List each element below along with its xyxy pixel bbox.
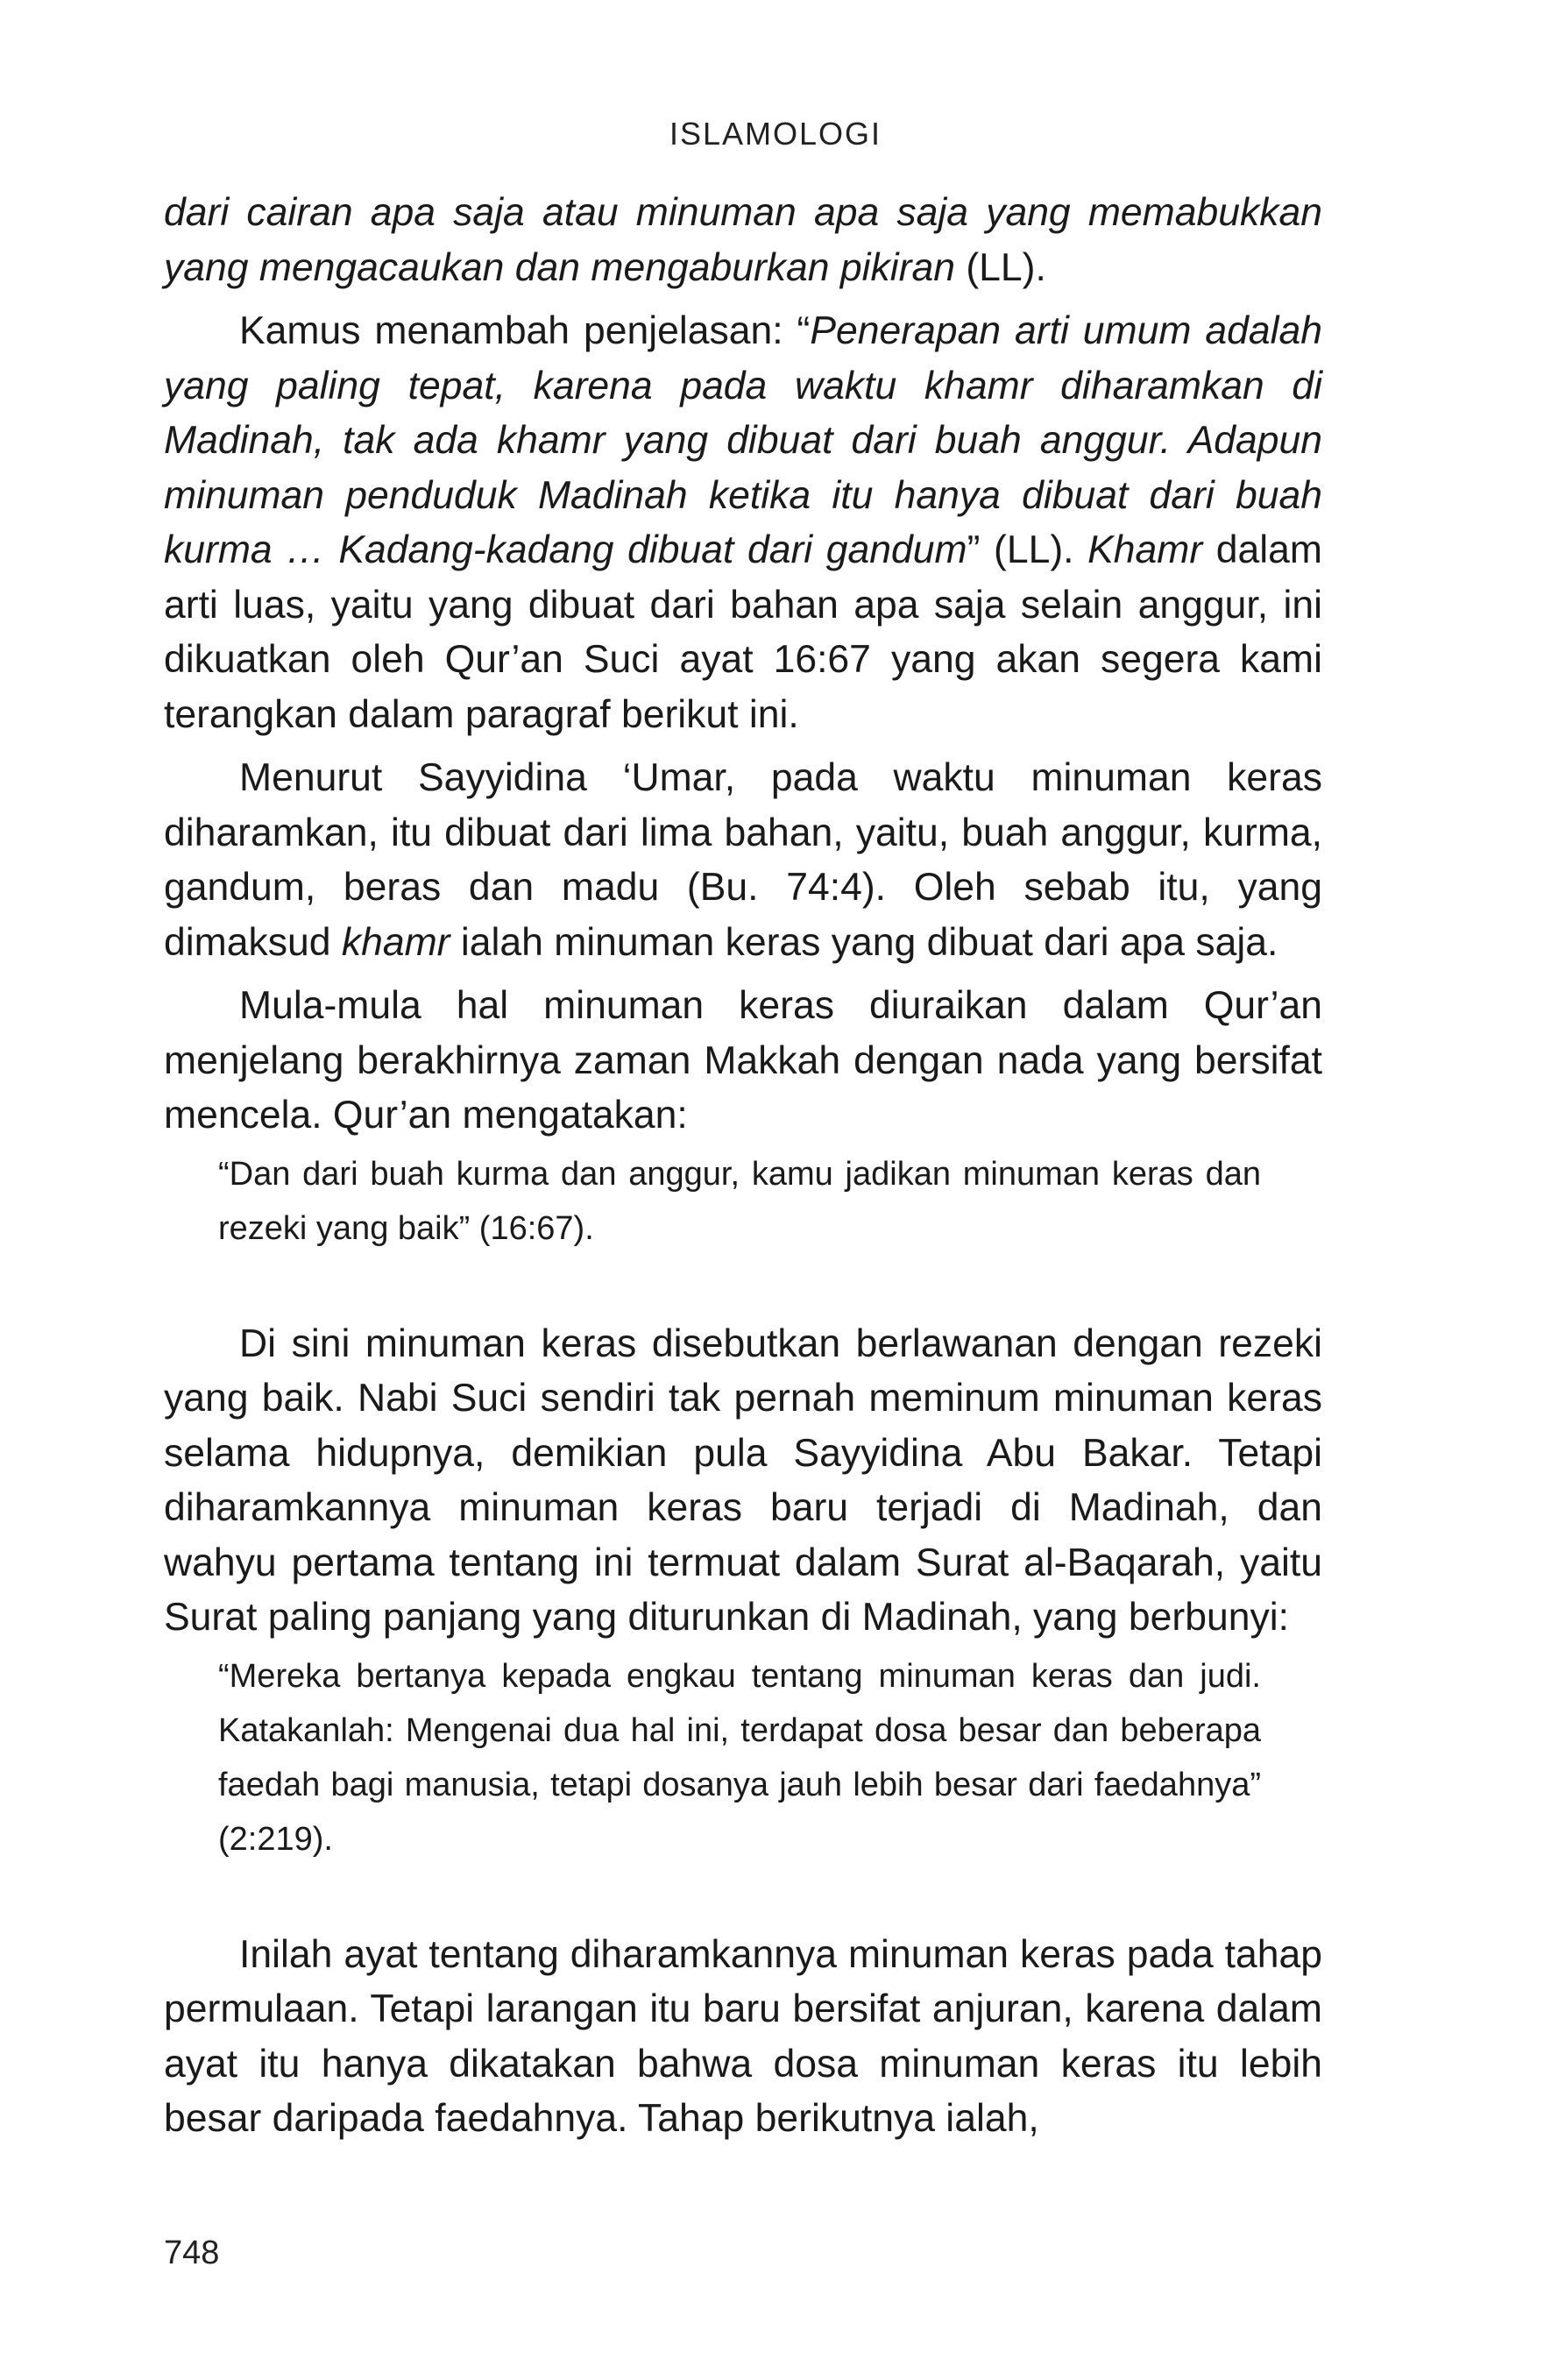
italic-quote-text: dari cairan apa saja atau minuman apa saja yang memabukkan yang mengacaukan dan mengaburkan pikiran <box>164 191 1322 289</box>
italic-quote-text: Penerapan arti umum adalah yang paling tepat, karena pada waktu khamr diharamkan di Madinah, tak ada khamr yang dibuat dari buah anggur. Adapun minuman penduduk Madinah ketika itu hanya dibuat dari buah kurma … Kadang-kadang dibuat dari gandum <box>164 309 1322 571</box>
italic-term: Khamr <box>1087 528 1203 571</box>
block-quote-1: “Dan dari buah kurma dan anggur, kamu jadikan minuman keras dan rezeki yang baik” (16:67). <box>218 1155 1261 1247</box>
paragraph-tail: dalam arti luas, yaitu yang dibuat dari bahan apa saja selain anggur, ini dikuatkan oleh Qur’an Suci ayat 16:67 yang akan segera kami terangkan dalam paragraf berikut ini. <box>164 528 1322 736</box>
paragraph-5: Di sini minuman keras disebutkan berlawanan dengan rezeki yang baik. Nabi Suci sendiri tak pernah meminum minuman keras selama hidupnya, demikian pula Sayyidina Abu Bakar. Tetapi diharamkannya minuman keras baru terjadi di Madinah, dan wahyu pertama tentang ini termuat dalam Surat al-Baqarah, yaitu Surat paling panjang yang diturunkan di Madinah, yang berbunyi: <box>164 1321 1322 1639</box>
paragraph-lead: Menurut Sayyidina ‘Umar, pada waktu minuman keras diharamkan, itu dibuat dari lima bahan, yaitu, buah anggur, kurma, gandum, beras dan madu (Bu. 74:4). Oleh sebab itu, yang dimaksud <box>164 756 1322 964</box>
page-number: 748 <box>164 2235 220 2271</box>
paragraph-2 <box>164 304 1322 742</box>
paragraph-4: Mula-mula hal minuman keras diuraikan dalam Qur’an menjelang berakhirnya zaman Makkah dengan nada yang bersifat mencela. Qur’an mengatakan: <box>164 984 1322 1137</box>
block-quote-2: “Mereka bertanya kepada engkau tentang minuman keras dan judi. Katakanlah: Mengenai dua hal ini, terdapat dosa besar dan beberapa faedah bagi manusia, tetapi dosanya jauh lebih besar dari faedahnya” (2:219). <box>218 1657 1261 1858</box>
italic-term: khamr <box>341 920 450 964</box>
paragraph-3 <box>164 751 1322 970</box>
paragraph-6: Inilah ayat tentang diharamkannya minuman keras pada tahap permulaan. Tetapi larangan itu baru bersifat anjuran, karena dalam ayat itu hanya dikatakan bahwa dosa minuman keras itu lebih besar daripada faedahnya. Tahap berikutnya ialah, <box>164 1932 1322 2140</box>
paragraph-1 <box>164 186 1322 295</box>
paragraph-lead: Kamus menambah penjelasan: “ <box>239 309 811 352</box>
citation-text: (LL). <box>954 245 1046 289</box>
paragraph-mid: ” (LL). <box>967 528 1088 571</box>
running-header: ISLAMOLOGI <box>669 116 882 152</box>
paragraph-tail: ialah minuman keras yang dibuat dari apa saja. <box>450 920 1278 964</box>
page-body <box>164 186 1322 2147</box>
